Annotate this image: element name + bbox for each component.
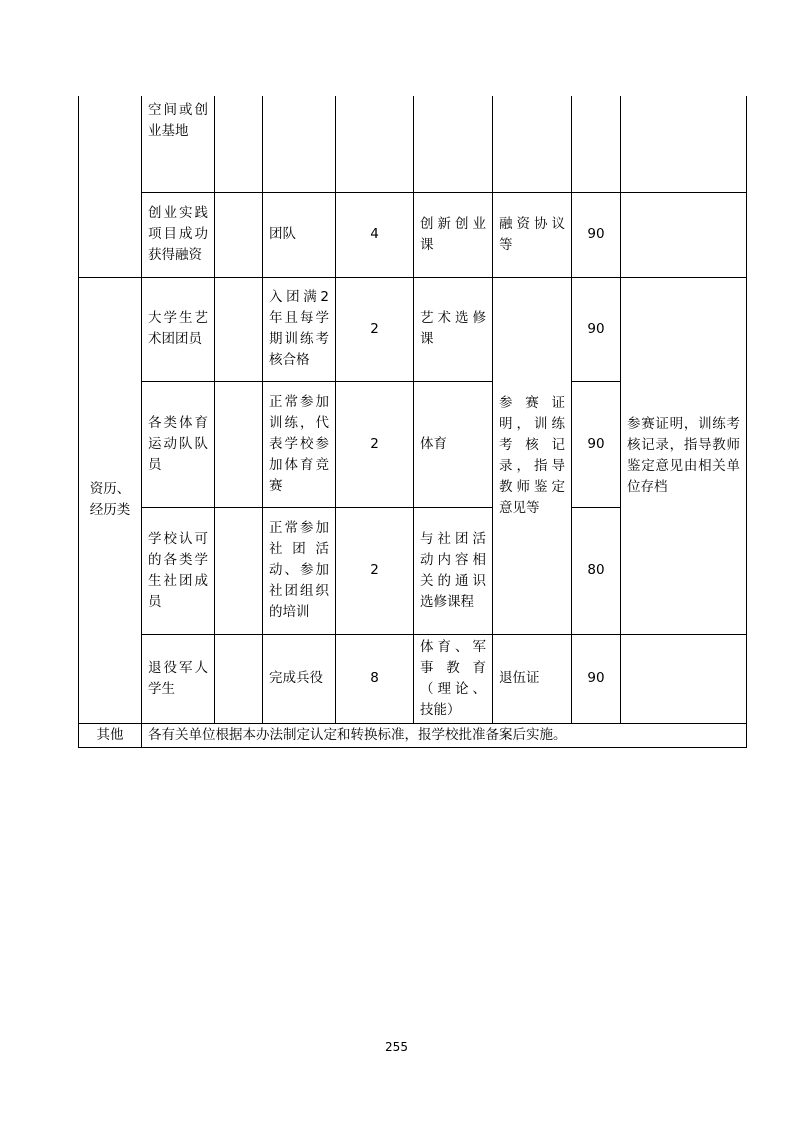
condition-cell: 完成兵役 xyxy=(263,634,336,723)
condition-cell xyxy=(263,96,336,192)
condition-cell: 入团满2年且每学期训练考核合格 xyxy=(263,277,336,381)
empty-cell xyxy=(215,634,263,723)
credits-cell: 2 xyxy=(336,277,414,381)
table-row-financing xyxy=(79,192,747,277)
category-cell-continued xyxy=(79,96,142,277)
item-cell: 退役军人学生 xyxy=(142,634,215,723)
condition-cell: 正常参加社团活动、参加社团组织的培训 xyxy=(263,507,336,634)
score-cell xyxy=(572,96,621,192)
table-row-other xyxy=(79,723,747,747)
other-text: 各有关单位根据本办法制定认定和转换标准，报学校批准备案后实施。 xyxy=(142,723,747,747)
table-row-veteran xyxy=(79,634,747,723)
category-cell: 资历、经历类 xyxy=(79,277,142,723)
evidence-cell xyxy=(493,96,572,192)
empty-cell xyxy=(215,381,263,507)
shared-archive-cell: 参赛证明，训练考核记录，指导教师鉴定意见由相关单位存档 xyxy=(621,277,747,634)
credits-cell: 4 xyxy=(336,192,414,277)
score-cell: 90 xyxy=(572,381,621,507)
item-cell: 学校认可的各类学生社团成员 xyxy=(142,507,215,634)
course-cell: 体育、军事教育（理论、技能） xyxy=(414,634,493,723)
score-cell: 80 xyxy=(572,507,621,634)
course-cell: 与社团活动内容相关的通识选修课程 xyxy=(414,507,493,634)
empty-cell xyxy=(215,96,263,192)
archive-cell xyxy=(621,634,747,723)
page-number: 255 xyxy=(385,1040,408,1054)
evidence-cell: 退伍证 xyxy=(493,634,572,723)
shared-evidence-cell: 参赛证明，训练考核记录，指导 教师鉴定意见等 xyxy=(493,277,572,634)
archive-cell xyxy=(621,96,747,192)
item-cell: 创业实践项目成功获得融资 xyxy=(142,192,215,277)
empty-cell xyxy=(215,507,263,634)
course-cell: 艺术选修课 xyxy=(414,277,493,381)
table-row-art xyxy=(79,277,747,381)
table-row-space xyxy=(79,96,747,192)
credit-conversion-table xyxy=(78,96,747,748)
condition-cell: 正常参加训练，代表学校参加体育竞赛 xyxy=(263,381,336,507)
item-cell: 空间或创业基地 xyxy=(142,96,215,192)
evidence-cell: 融资协议等 xyxy=(493,192,572,277)
credits-cell xyxy=(336,96,414,192)
course-cell xyxy=(414,96,493,192)
score-cell: 90 xyxy=(572,192,621,277)
score-cell: 90 xyxy=(572,277,621,381)
credits-cell: 2 xyxy=(336,507,414,634)
archive-cell xyxy=(621,192,747,277)
other-label: 其他 xyxy=(79,723,142,747)
course-cell: 创新创业课 xyxy=(414,192,493,277)
credits-cell: 2 xyxy=(336,381,414,507)
empty-cell xyxy=(215,192,263,277)
score-cell: 90 xyxy=(572,634,621,723)
credits-cell: 8 xyxy=(336,634,414,723)
item-cell: 各类体育运动队队员 xyxy=(142,381,215,507)
condition-cell: 团队 xyxy=(263,192,336,277)
empty-cell xyxy=(215,277,263,381)
item-cell: 大学生艺术团团员 xyxy=(142,277,215,381)
course-cell: 体育 xyxy=(414,381,493,507)
